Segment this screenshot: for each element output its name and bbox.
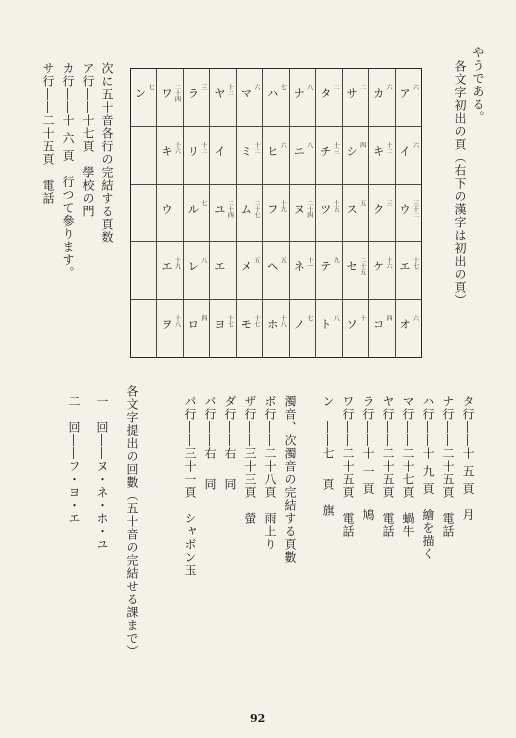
table-cell [369,69,394,127]
table-cell [237,185,262,243]
first-page-number: 十六 [173,141,181,154]
kana-char: フ [267,202,279,216]
first-page-number: 四 [358,141,366,148]
first-page-number: 十 [358,315,366,322]
middle-line-1: ナ行――二十五頁 電話 [441,395,455,538]
kana-char: レ [187,260,199,274]
first-page-number: 二十五 [358,257,366,276]
table-cell [396,300,421,357]
lower-line-3: ダ行――右 同 [223,395,237,491]
kana-char: ウ [399,202,411,216]
first-page-number: 三 [385,199,393,206]
first-page-number: 十二 [252,141,260,154]
first-page-number: 十九 [173,257,181,270]
kana-char: ヨ [214,318,226,332]
first-page-number: 六 [385,84,393,90]
table-column [236,69,262,357]
kana-char: モ [240,318,252,332]
first-page-number: 四 [199,315,207,322]
middle-line-7: ン ――七 頁 旗 [321,395,335,517]
kana-char: ソ [346,318,358,332]
table-cell [157,300,182,357]
table-cell [343,69,368,127]
table-cell [210,242,235,300]
kana-char: カ [373,87,385,100]
table-cell [290,185,315,243]
table-cell [210,69,235,127]
kana-char: ス [346,202,358,216]
first-page-number: 六 [411,84,419,90]
first-page-number: 二 [332,84,340,90]
kana-char: セ [346,260,358,274]
first-page-number: 八 [199,257,207,264]
first-page-number: 三十二 [411,199,419,218]
table-cell [131,185,156,243]
kana-char: ノ [293,318,305,332]
table-cell [157,69,182,127]
table-cell [263,242,288,300]
kana-char: ミ [240,144,252,158]
kana-char: オ [399,318,411,332]
table-column [395,69,421,357]
kana-char: ル [187,202,199,216]
middle-line-2: ハ行――十 九 頁 繪を描く [421,395,435,561]
kana-char: コ [373,318,385,332]
first-page-number: 十八 [279,315,287,328]
first-page-number: 十二 [226,84,234,96]
first-page-number: 十六 [385,257,393,270]
table-cell [396,127,421,185]
first-page-number: 七 [279,84,287,90]
middle-line-6: ワ行――二十五頁 電話 [341,395,355,538]
table-cell [131,242,156,300]
kana-char: エ [399,260,411,274]
kana-char: サ [346,87,358,100]
first-page-number: 六 [411,315,419,322]
kana-char: ネ [293,260,305,274]
table-column [262,69,288,357]
kana-char: ウ [161,202,173,216]
table-column [131,69,156,357]
table-cell [343,185,368,243]
first-page-number: 六 [279,141,287,148]
table-cell [263,69,288,127]
table-column [209,69,235,357]
first-page-number: 十八 [173,315,181,328]
kana-char: ワ [161,87,173,100]
first-page-number: 三 [199,84,207,90]
table-cell [396,242,421,300]
kana-char: イ [214,144,226,158]
first-page-number: 八 [305,84,313,90]
kana-char: リ [187,144,199,158]
kana-char: ヌ [293,202,305,216]
first-page-number: 九 [332,257,340,264]
kana-char: ト [320,318,332,332]
kana-char: チ [320,144,332,158]
kana-char: ハ [267,87,279,100]
page-number: 92 [250,712,266,725]
first-page-number: 十五 [332,199,340,212]
middle-line-0: タ行――十 五 頁 月 [461,395,475,522]
table-cell [184,69,209,127]
first-page-number: 七 [305,315,313,322]
table-cell [290,242,315,300]
table-cell [184,242,209,300]
table-cell [237,242,262,300]
first-page-number: 二十四 [173,84,181,102]
table-cell [316,127,341,185]
table-cell [343,127,368,185]
first-page-number: 六 [252,84,260,90]
first-page-number: 十二 [199,141,207,154]
first-page-number: 十三 [332,141,340,154]
count-line-0: 各文字提出の回數（五十音の完結せる課まで） [125,385,139,658]
kana-table [130,68,422,358]
table-cell [131,69,156,127]
left-line-0: 次に五十音各行の完結する頁数 [100,62,114,244]
kana-char: ロ [187,318,199,332]
first-page-number: 十九 [279,199,287,212]
left-line-3: サ行――二十五頁 電話 [41,62,55,205]
first-page-number: 七 [199,199,207,206]
table-cell [369,242,394,300]
kana-char: ク [373,202,385,216]
middle-line-3: マ行――二十七頁 蝸牛 [401,395,415,538]
table-cell [316,242,341,300]
table-cell [316,69,341,127]
table-cell [263,185,288,243]
middle-line-4: ヤ行――二十五頁 電話 [381,395,395,538]
table-cell [210,127,235,185]
table-column [368,69,394,357]
first-page-number: 十一 [305,257,313,270]
kana-char: ラ [187,87,199,100]
table-cell [237,127,262,185]
first-page-number: 二十四 [226,199,234,218]
lower-line-1: ボ行――二十八頁 雨上り [263,395,277,551]
table-cell [316,300,341,357]
table-cell [237,300,262,357]
kana-char: ヲ [161,318,173,332]
kana-char: ユ [214,202,226,216]
first-page-number: 七 [147,84,155,90]
table-cell [184,300,209,357]
kana-char: ン [135,87,147,100]
left-line-2: カ行――十 六 頁 行つて參ります。 [61,62,75,280]
table-cell [369,185,394,243]
table-cell [343,300,368,357]
kana-char: ナ [293,87,305,100]
table-cell [343,242,368,300]
table-cell [290,69,315,127]
table-column [315,69,341,357]
lower-line-4: バ行――右 同 [203,395,217,491]
lower-line-5: パ行――三十一頁 シャボン玉 [183,395,197,577]
table-cell [290,300,315,357]
table-column [342,69,368,357]
table-cell [184,185,209,243]
lower-line-2: ザ行――三十三頁 螢 [243,395,257,525]
first-page-number: 二十四 [305,199,313,218]
first-page-number: 二十七 [252,199,260,218]
table-cell [396,69,421,127]
lower-line-0: 濁音、次濁音の完結する頁數 [283,395,297,564]
kana-char: ム [240,202,252,216]
table-cell [263,127,288,185]
first-page-number: 十七 [226,315,234,328]
kana-char: テ [320,260,332,274]
table-cell [131,127,156,185]
table-cell [316,185,341,243]
middle-line-5: ラ行――十 一 頁 鳩 [361,395,375,522]
table-cell [369,300,394,357]
table-cell [131,300,156,357]
kana-char: ア [399,87,411,100]
kana-char: ホ [267,318,279,332]
table-column [289,69,315,357]
kana-char: ヤ [214,87,226,100]
first-page-number: 五 [252,257,260,264]
table-cell [157,185,182,243]
first-page-number: 八 [332,315,340,322]
intro-line-2: 各文字初出の頁（右下の漢字は初出の頁） [453,60,467,307]
table-cell [263,300,288,357]
kana-char: イ [399,144,411,158]
table-cell [369,127,394,185]
table-cell [396,185,421,243]
first-page-number: 五 [358,199,366,206]
first-page-number: 五 [279,257,287,264]
table-cell [157,242,182,300]
table-column [156,69,182,357]
first-page-number: 六 [411,141,419,148]
kana-char: ツ [320,202,332,216]
kana-char: ニ [293,144,305,158]
table-cell [210,300,235,357]
first-page-number: 十七 [411,257,419,270]
table-cell [184,127,209,185]
kana-char: ヘ [267,260,279,274]
first-page-number: 四 [385,315,393,322]
kana-char: ケ [373,260,385,274]
kana-char: マ [240,87,252,100]
count-line-2: 二 回――フ・ヨ・エ [67,395,81,525]
table-cell [157,127,182,185]
kana-char: シ [346,144,358,158]
kana-char: ヒ [267,144,279,158]
kana-char: エ [214,260,226,274]
first-page-number: 八 [305,141,313,148]
table-cell [290,127,315,185]
kana-char: キ [161,144,173,158]
kana-char: メ [240,260,252,274]
left-line-1: ア行――十七頁 學校の門 [81,62,95,218]
table-cell [237,69,262,127]
count-line-1: 一 回――ヌ・ネ・ホ・ユ [95,395,109,551]
first-page-number: 十二 [385,141,393,154]
kana-char: キ [373,144,385,158]
intro-line-1: やうである。 [471,46,485,124]
first-page-number: 十七 [252,315,260,328]
first-page-number: 二 [358,84,366,90]
table-column [183,69,209,357]
kana-char: エ [161,260,173,274]
kana-char: タ [320,87,332,100]
table-cell [210,185,235,243]
